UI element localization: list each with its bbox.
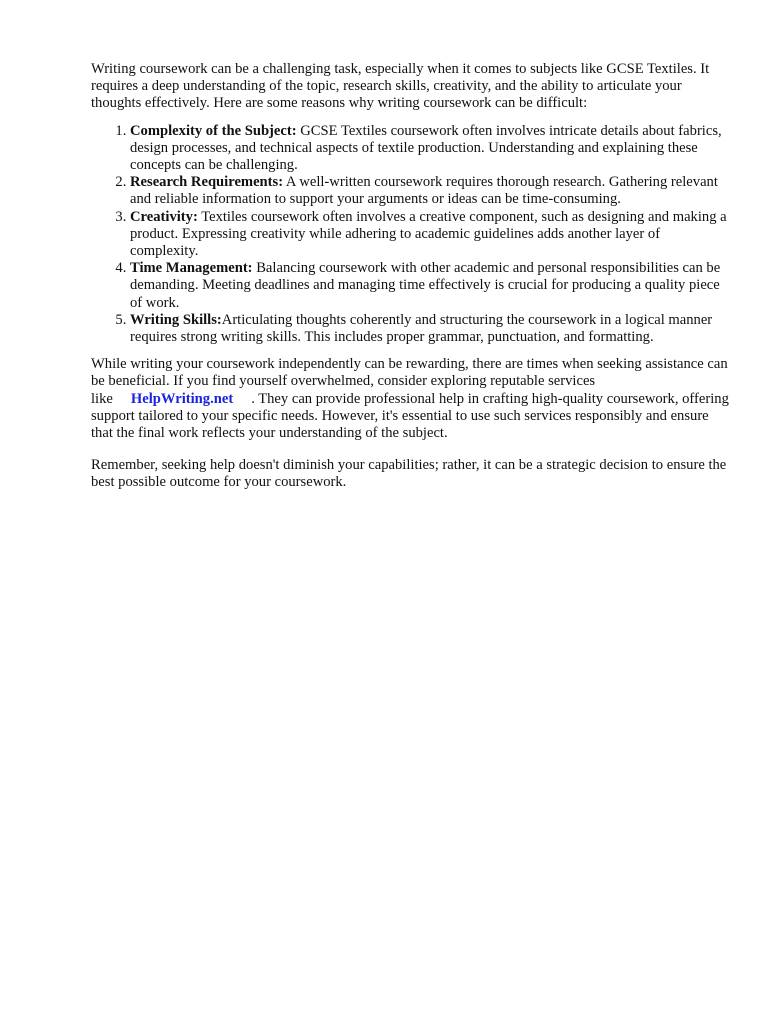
closing-paragraph: Remember, seeking help doesn't diminish your capabilities; rather, it can be a strategic decision to ensure the best possible outcome for your coursework. xyxy=(91,457,727,491)
reason-term: Time Management: xyxy=(130,260,253,277)
reason-term: Creativity: xyxy=(130,208,198,225)
list-item xyxy=(130,123,731,175)
assistance-text-after: . They can provide professional help in crafting high-quality coursework, offering support tailored to your specific needs. However, it's essential to use such services responsibly and ensure that the final work reflects your understanding of the subject. xyxy=(91,390,729,442)
reason-term: Research Requirements: xyxy=(130,174,284,191)
helpwriting-link[interactable]: HelpWriting.net xyxy=(130,390,234,407)
document-page xyxy=(91,61,731,492)
reasons-list xyxy=(91,123,731,347)
list-item xyxy=(130,260,731,312)
reason-text: Balancing coursework with other academic and personal responsibilities can be demanding. Meeting deadlines and managing time effectively is crucial for producing a quality piece of work. xyxy=(130,260,721,311)
intro-paragraph: Writing coursework can be a challenging task, especially when it comes to subjects like GCSE Textiles. It requires a deep understanding of the topic, research skills, creativity, and the ability to articulate your thoughts effectively. Here are some reasons why writing coursework can be difficult: xyxy=(91,61,710,112)
list-item xyxy=(130,312,731,346)
reason-text: A well-written coursework requires thorough research. Gathering relevant and reliable information to support your arguments or ideas can be time-consuming. xyxy=(130,174,718,208)
assistance-paragraph xyxy=(91,356,731,442)
assistance-text-before: While writing your coursework independently can be rewarding, there are times when seeking assistance can be beneficial. If you find yourself overwhelmed, consider exploring reputable services like xyxy=(91,356,728,407)
list-item xyxy=(130,174,731,208)
reason-term: Writing Skills: xyxy=(130,311,222,328)
reason-text: Articulating thoughts coherently and structuring the coursework in a logical manner requires strong writing skills. This includes proper grammar, punctuation, and formatting. xyxy=(130,311,713,346)
reason-text: Textiles coursework often involves a creative component, such as designing and making a product. Expressing creativity while adhering to academic guidelines adds another layer of complexity. xyxy=(130,208,727,260)
list-item xyxy=(130,209,731,261)
reason-text: GCSE Textiles coursework often involves intricate details about fabrics, design processes, and technical aspects of textile production. Understanding and explaining these concepts can be challenging. xyxy=(130,122,722,174)
reason-term: Complexity of the Subject: xyxy=(130,122,297,139)
